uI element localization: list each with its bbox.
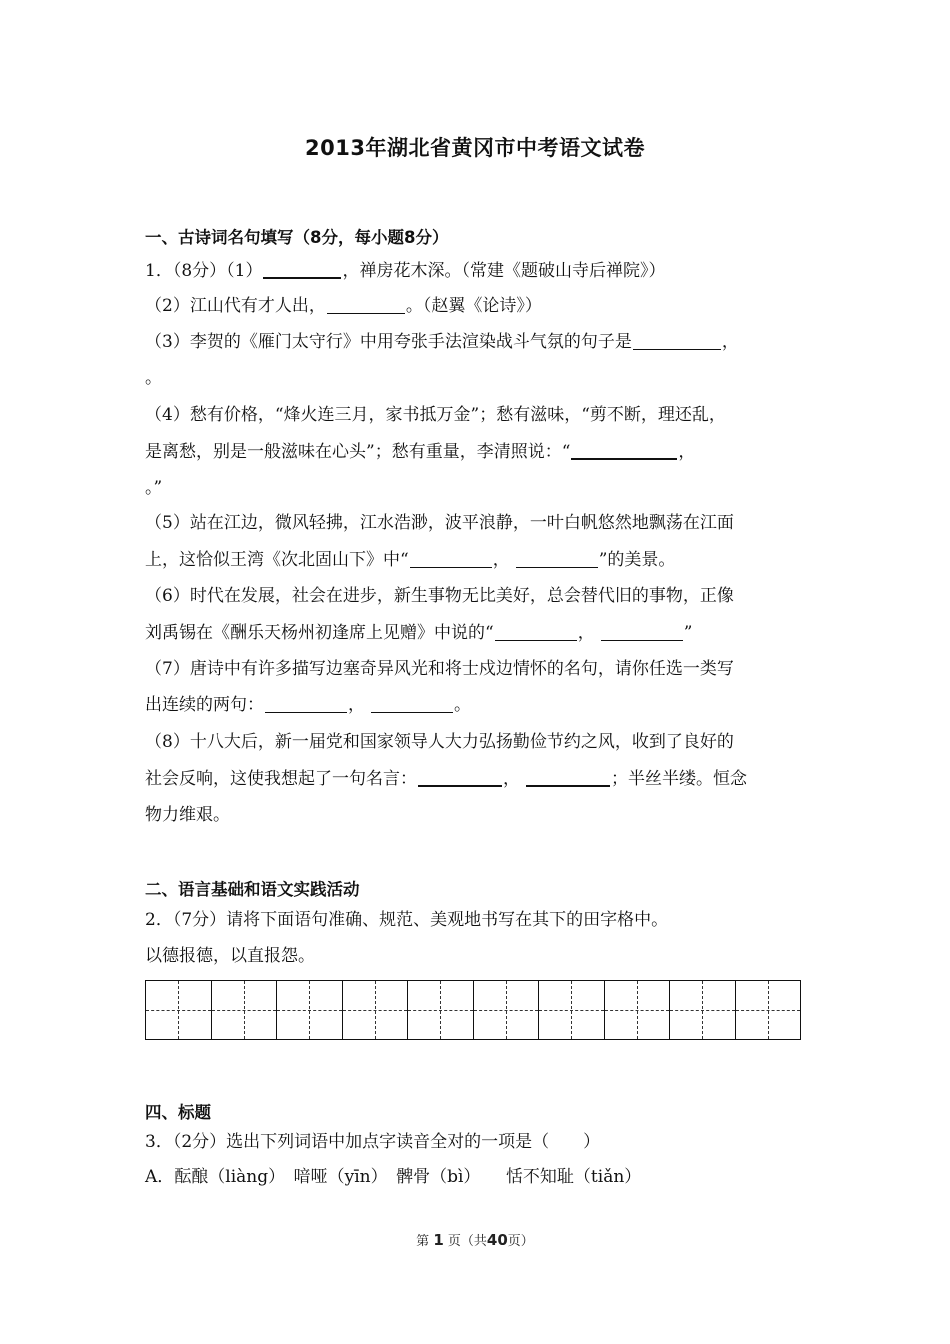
answer-blank[interactable]	[495, 622, 577, 641]
q1-line-5	[145, 440, 695, 464]
section-1-heading: 一、古诗词名句填写（8分，每小题8分）	[145, 228, 449, 247]
q1-line-1	[145, 259, 665, 283]
q1-line-6: （5）站在江边，微风轻拂，江水浩渺，波平浪静，一叶白帆悠然地飘荡在江面	[145, 513, 734, 533]
q1-line-1-text: 1．（8分）（1）	[145, 261, 263, 281]
footer-page-number: 1	[433, 1231, 444, 1249]
q1-line-13	[145, 767, 747, 791]
answer-blank[interactable]	[327, 295, 405, 314]
q1-line-3	[145, 330, 739, 354]
q1-line-5-cont: 。”	[145, 478, 163, 498]
q1-line-13-text-c: ；半丝半缕。恒念	[611, 769, 747, 789]
grid-cell[interactable]	[277, 981, 343, 1039]
q3-line-1: 3．（2分）选出下列词语中加点字读音全对的一项是（ ）	[145, 1132, 601, 1152]
q1-line-11-text: 出连续的两句：	[145, 695, 264, 715]
q1-line-7-text-c: ”的美景。	[598, 550, 676, 570]
q1-line-3-cont: 。	[145, 368, 162, 388]
grid-cell[interactable]	[408, 981, 474, 1039]
q3-option-a: A．酝酿（liàng） 喑哑（yīn） 髀骨（bì） 恬不知耻（tiǎn）	[145, 1167, 642, 1187]
page-footer	[0, 1230, 950, 1249]
answer-blank[interactable]	[418, 767, 502, 787]
q1-line-14: 物力维艰。	[145, 805, 230, 825]
grid-cell[interactable]	[146, 981, 212, 1039]
section-2-heading: 二、语言基础和语文实践活动	[145, 880, 360, 899]
q1-line-7-text: 上，这恰似王湾《次北固山下》中“	[145, 550, 409, 570]
q1-line-10: （7）唐诗中有许多描写边塞奇异风光和将士戍边情怀的名句，请你任选一类写	[145, 659, 734, 679]
answer-blank[interactable]	[526, 767, 610, 787]
q1-line-13-text: 社会反响，这使我想起了一句名言：	[145, 769, 417, 789]
q1-line-7-text-b: ，	[492, 550, 510, 570]
q1-line-2	[145, 294, 542, 318]
q1-line-9	[145, 621, 692, 645]
q1-line-3-text-b: ，	[721, 332, 739, 352]
answer-blank[interactable]	[516, 549, 598, 568]
q1-line-11-text-b: ，	[348, 695, 365, 715]
q2-line-1: 2．（7分）请将下面语句准确、规范、美观地书写在其下的田字格中。	[145, 910, 669, 930]
footer-total-pages: 40	[486, 1231, 508, 1249]
q1-line-13-text-b: ，	[503, 769, 520, 789]
q1-line-9-text-c: ”	[683, 623, 693, 643]
grid-cell[interactable]	[539, 981, 605, 1039]
q1-line-11-text-c: 。	[454, 695, 471, 715]
grid-cell[interactable]	[212, 981, 278, 1039]
footer-middle: 页（共	[447, 1234, 487, 1249]
tianzige-grid[interactable]	[145, 980, 801, 1040]
q1-line-5-text: 是离愁，别是一般滋味在心头”；愁有重量，李清照说：“	[145, 442, 571, 462]
q1-line-11	[145, 693, 471, 717]
q1-line-4: （4）愁有价格，“烽火连三月，家书抵万金”；愁有滋味，“剪不断，理还乱，	[145, 405, 726, 425]
answer-blank[interactable]	[410, 549, 492, 568]
answer-blank[interactable]	[371, 694, 453, 713]
grid-cell[interactable]	[474, 981, 540, 1039]
section-4-heading: 四、标题	[145, 1103, 211, 1122]
page-title: 2013年湖北省黄冈市中考语文试卷	[305, 136, 645, 160]
q1-line-8: （6）时代在发展，社会在进步，新生事物无比美好，总会替代旧的事物，正像	[145, 586, 734, 606]
q1-line-7	[145, 548, 675, 572]
q1-line-9-text: 刘禹锡在《酬乐天杨州初逢席上见赠》中说的“	[145, 623, 494, 643]
q1-line-9-text-b: ，	[577, 623, 595, 643]
answer-blank[interactable]	[265, 694, 347, 713]
footer-prefix: 第	[416, 1234, 430, 1249]
q1-line-12: （8）十八大后，新一届党和国家领导人大力弘扬勤俭节约之风，收到了良好的	[145, 732, 734, 752]
grid-cell[interactable]	[736, 981, 801, 1039]
q1-line-3-text: （3）李贺的《雁门太守行》中用夸张手法渲染战斗气氛的句子是	[145, 332, 632, 352]
grid-cell[interactable]	[605, 981, 671, 1039]
answer-blank[interactable]	[571, 440, 677, 460]
q1-line-2-text-b: 。（赵翼《论诗》）	[405, 296, 542, 316]
q1-line-5-text-b: ，	[678, 442, 696, 462]
answer-blank[interactable]	[633, 331, 721, 350]
footer-suffix: 页）	[507, 1234, 534, 1249]
q1-line-2-text: （2）江山代有才人出，	[145, 296, 326, 316]
q1-line-1-text-b: ，禅房花木深。（常建《题破山寺后禅院》）	[342, 261, 666, 281]
q2-line-2: 以德报德，以直报怨。	[145, 946, 315, 966]
grid-cell[interactable]	[343, 981, 409, 1039]
answer-blank[interactable]	[601, 622, 683, 641]
grid-cell[interactable]	[670, 981, 736, 1039]
answer-blank[interactable]	[263, 259, 341, 279]
